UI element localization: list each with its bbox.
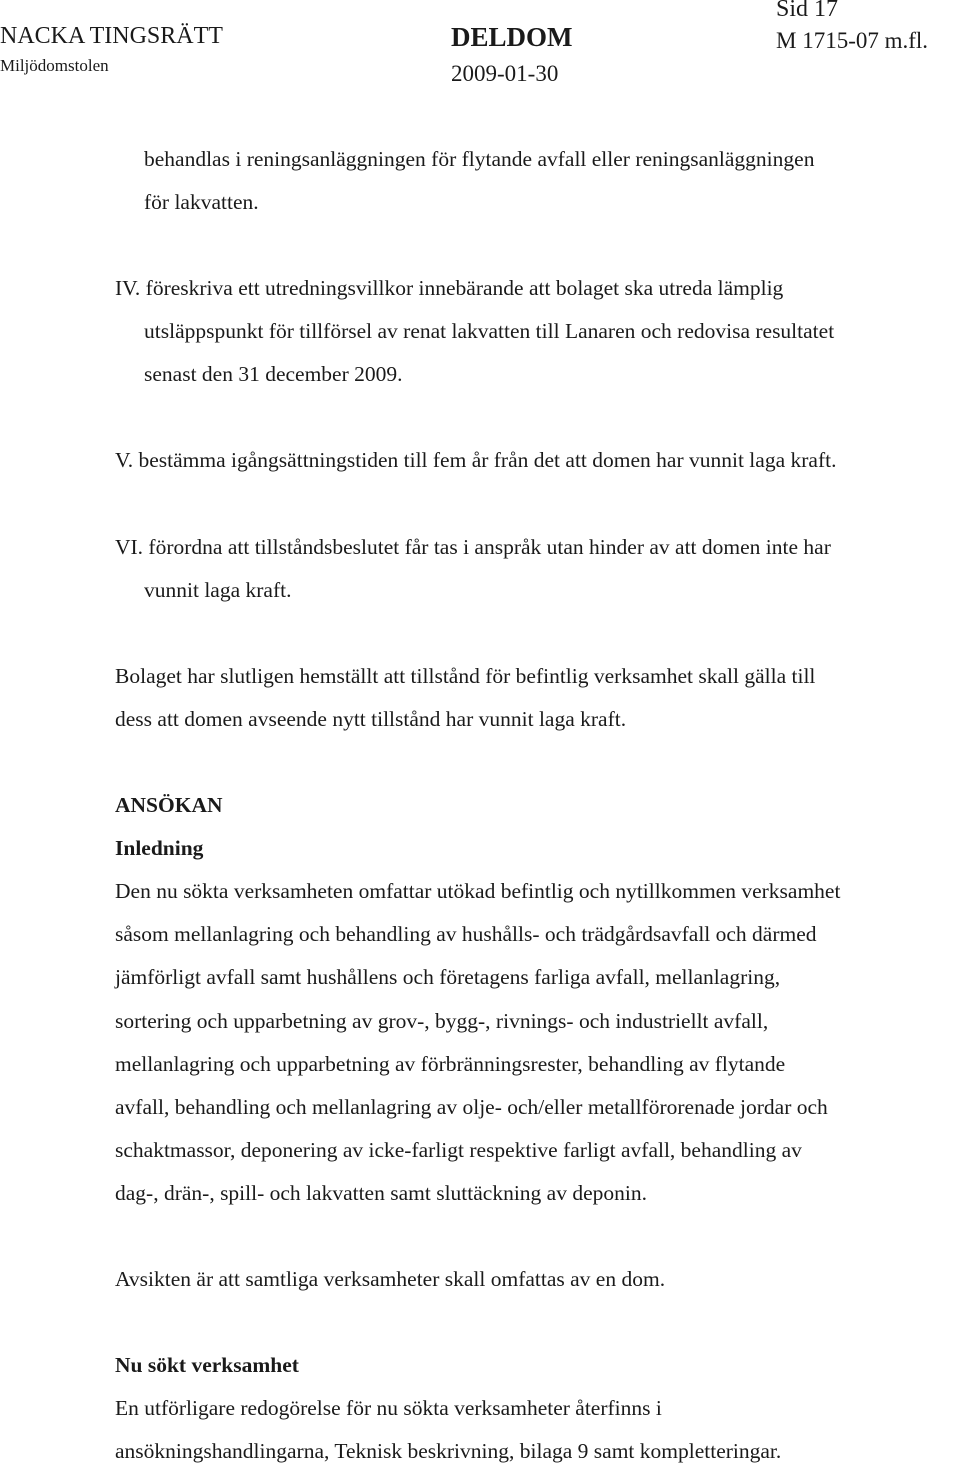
paragraph-line: IV. föreskriva ett utredningsvillkor innebärande att bolaget ska utreda lämplig [115,276,784,300]
paragraph-line: Bolaget har slutligen hemställt att tillstånd för befintlig verksamhet skall gälla till [115,664,816,688]
section-heading: ANSÖKAN [115,793,223,817]
court-name: NACKA TINGSRÄTT [0,23,223,49]
paragraph-line: En utförligare redogörelse för nu sökta verksamheter återfinns i [115,1396,662,1420]
subsection-heading: Inledning [115,836,204,860]
paragraph-line: ansökningshandlingarna, Teknisk beskrivning, bilaga 9 samt kompletteringar. [115,1439,782,1463]
paragraph-line: VI. förordna att tillståndsbeslutet får tas i anspråk utan hinder av att domen inte har [115,535,831,559]
paragraph-line: utsläppspunkt för tillförsel av renat lakvatten till Lanaren och redovisa resultatet [144,319,835,343]
department-name: Miljödomstolen [0,56,109,75]
paragraph-line: dess att domen avseende nytt tillstånd har vunnit laga kraft. [115,707,627,731]
page-number: Sid 17 [776,0,839,22]
case-number: M 1715-07 m.fl. [776,28,929,53]
paragraph-line: vunnit laga kraft. [144,578,292,602]
paragraph-line: för lakvatten. [144,190,259,214]
paragraph-line: mellanlagring och upparbetning av förbränningsrester, behandling av flytande [115,1052,786,1076]
paragraph-line: sortering och upparbetning av grov-, bygg-, rivnings- och industriellt avfall, [115,1009,769,1033]
paragraph-line: Avsikten är att samtliga verksamheter skall omfattas av en dom. [115,1267,666,1291]
paragraph-line: avfall, behandling och mellanlagring av olje- och/eller metallförorenade jordar och [115,1095,828,1119]
document-type: DELDOM [451,22,573,52]
paragraph-line: senast den 31 december 2009. [144,362,403,386]
paragraph-line: såsom mellanlagring och behandling av hushålls- och trädgårdsavfall och därmed [115,922,817,946]
document-date: 2009-01-30 [451,61,559,86]
paragraph-line: jämförligt avfall samt hushållens och företagens farliga avfall, mellanlagring, [115,965,781,989]
paragraph-line: V. bestämma igångsättningstiden till fem år från det att domen har vunnit laga kraft. [115,448,837,472]
paragraph-line: schaktmassor, deponering av icke-farligt respektive farligt avfall, behandling av [115,1138,802,1162]
paragraph-line: Den nu sökta verksamheten omfattar utökad befintlig och nytillkommen verksamhet [115,879,841,903]
paragraph-line: behandlas i reningsanläggningen för flytande avfall eller reningsanläggningen [144,147,815,171]
subsection-heading: Nu sökt verksamhet [115,1353,299,1377]
paragraph-line: dag-, drän-, spill- och lakvatten samt sluttäckning av deponin. [115,1181,647,1205]
